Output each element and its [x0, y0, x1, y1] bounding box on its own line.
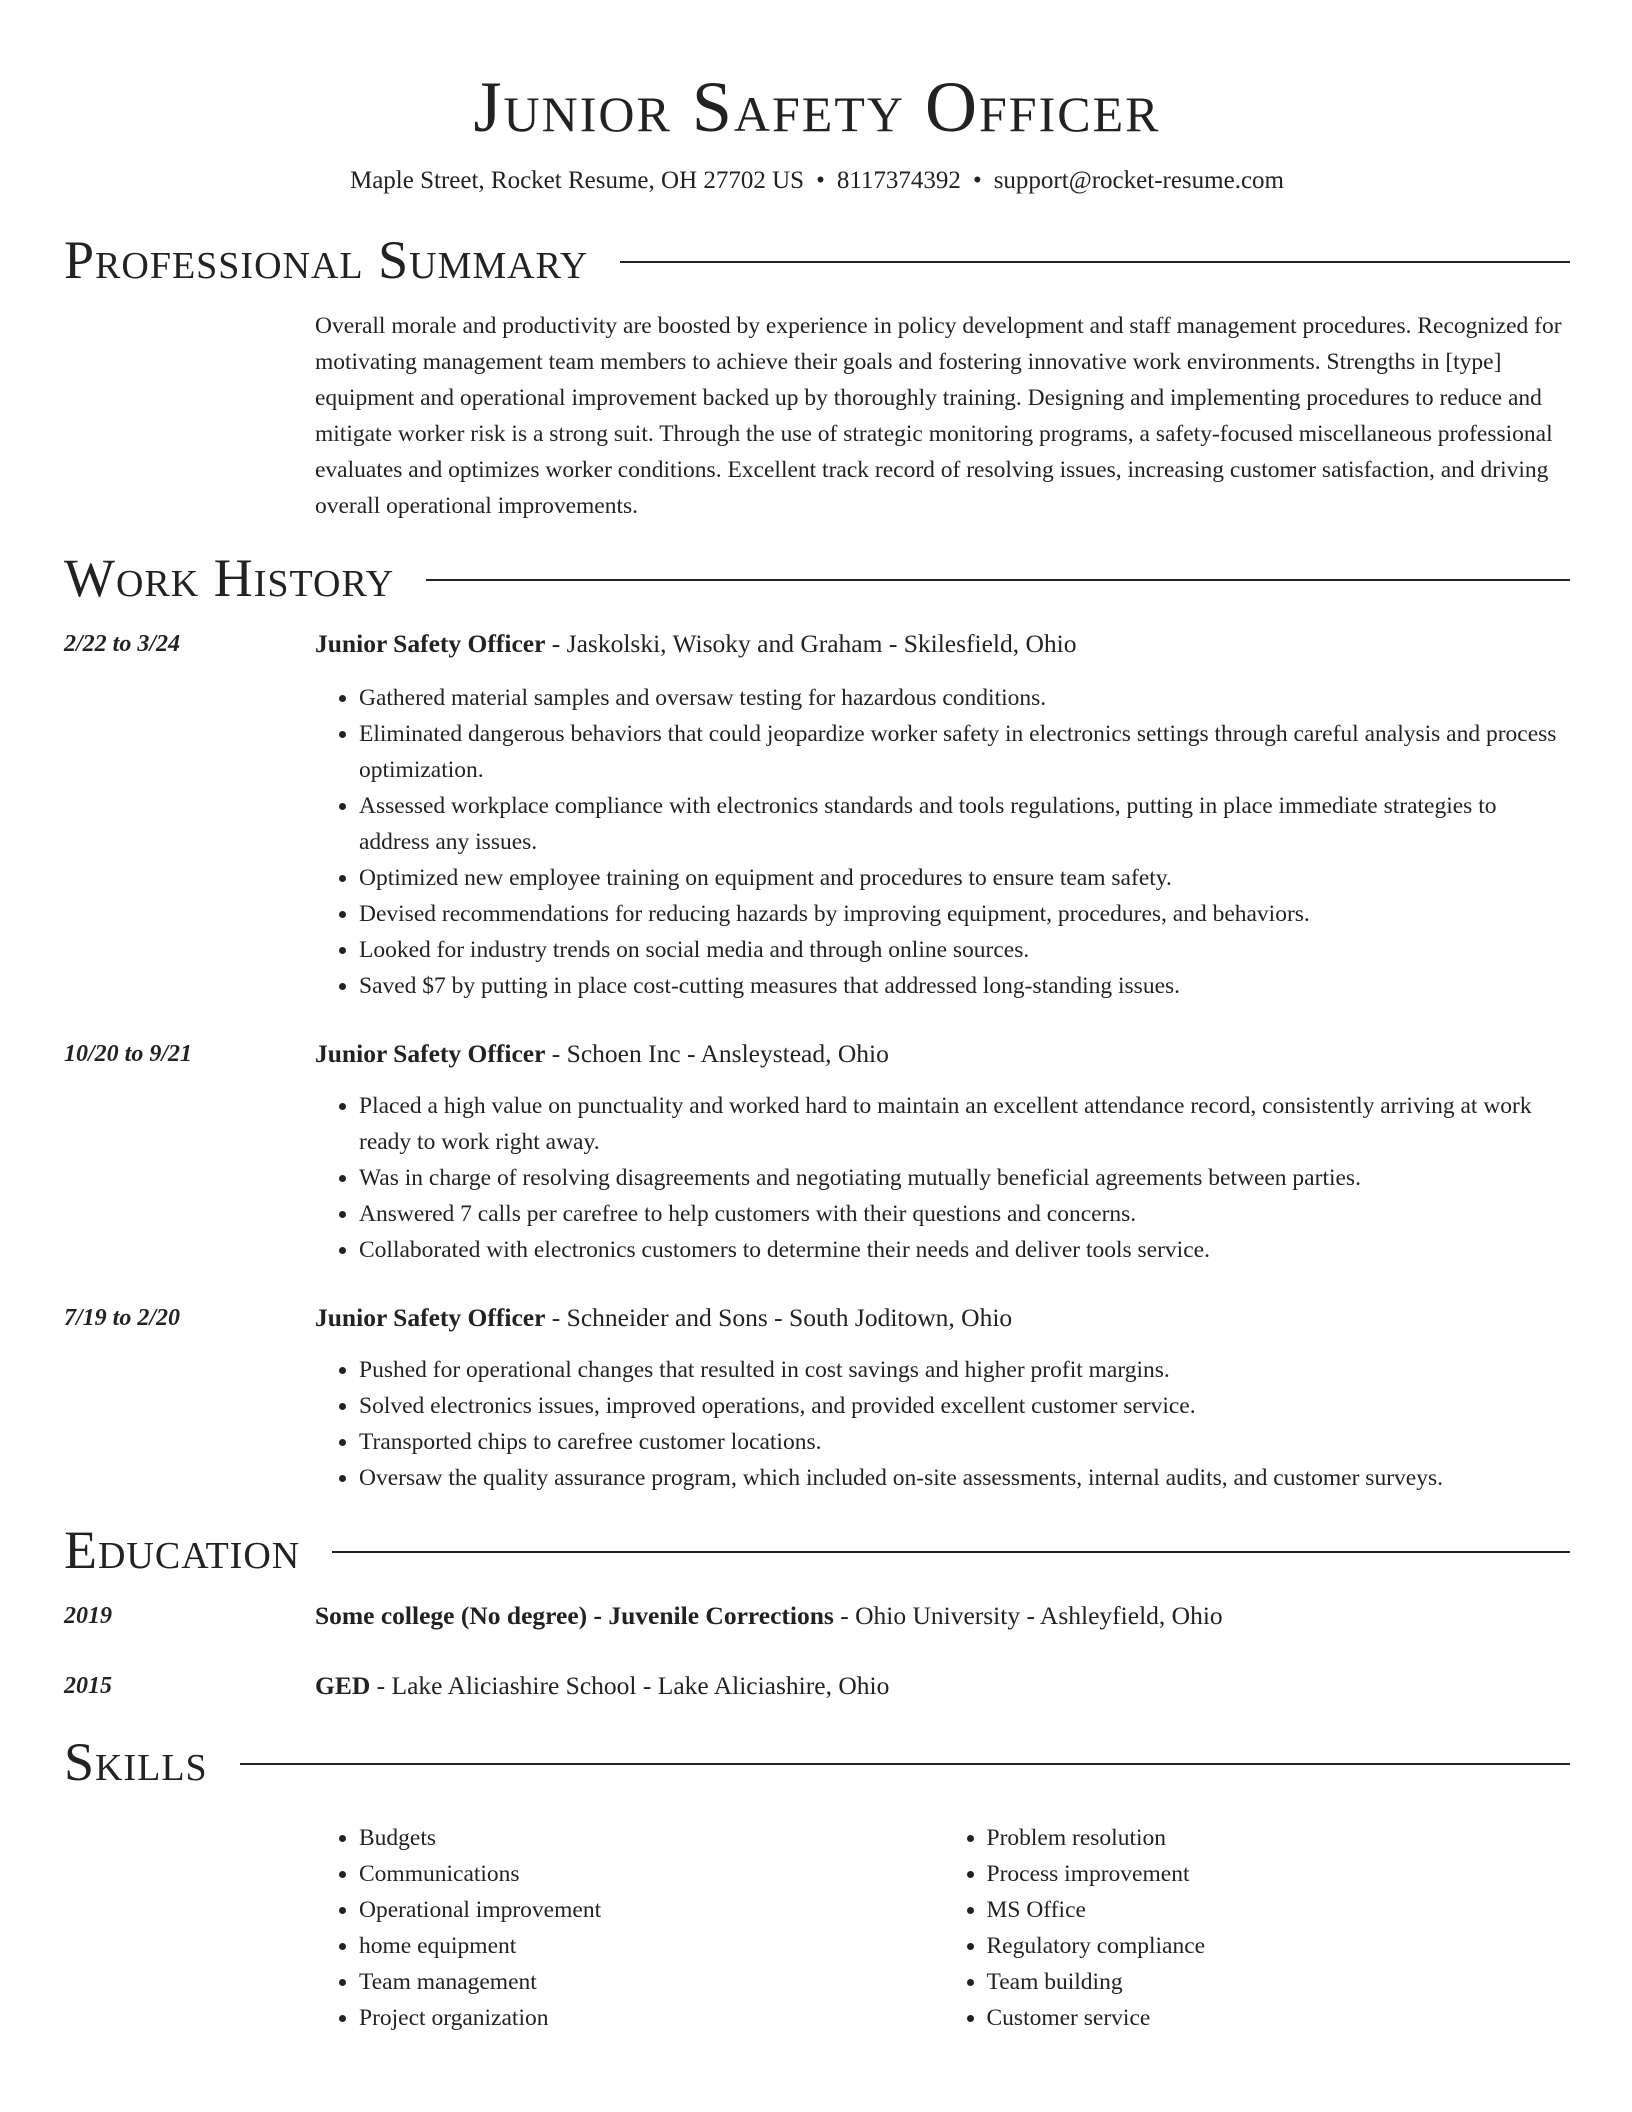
job-bullet: • Collaborated with electronics customers to determine their needs and deliver tools service. [359, 1232, 1570, 1268]
education-degree: GED [315, 1671, 371, 1700]
job-details: - Jaskolski, Wisoky and Graham - Skilesfield, Ohio [545, 629, 1077, 658]
skill-item: • Problem resolution [987, 1820, 1571, 1856]
skill-item: • Process improvement [987, 1856, 1571, 1892]
section-divider [426, 579, 1570, 581]
education-heading [315, 1668, 889, 1704]
job-bullet: • Eliminated dangerous behaviors that could jeopardize worker safety in electronics settings through careful analysis and process optimization. [359, 716, 1570, 788]
job-bullet: • Devised recommendations for reducing hazards by improving equipment, procedures, and behaviors. [359, 896, 1570, 932]
education-title: Education [64, 1520, 301, 1580]
job-bullet: • Saved $7 by putting in place cost-cutting measures that addressed long-standing issues. [359, 968, 1570, 1004]
job-bullets [315, 680, 1570, 1004]
job-dates: 10/20 to 9/21 [64, 1041, 193, 1067]
section-divider [620, 261, 1570, 263]
resume-page [64, 0, 1570, 2036]
summary-title: Professional Summary [64, 230, 589, 290]
job-role: Junior Safety Officer [315, 1303, 546, 1332]
education-details: - Lake Aliciashire School - Lake Aliciashire, Ohio [370, 1671, 890, 1700]
job-heading [315, 1036, 889, 1072]
education-details: - Ohio University - Ashleyfield, Ohio [833, 1601, 1223, 1630]
job-dates: 2/22 to 3/24 [64, 631, 181, 657]
skill-item: • Communications [359, 1856, 943, 1892]
job-details: - Schneider and Sons - South Joditown, Ohio [545, 1303, 1013, 1332]
section-divider [240, 1763, 1570, 1765]
job-bullet: • Answered 7 calls per carefree to help customers with their questions and concerns. [359, 1196, 1570, 1232]
job-heading [315, 1300, 1012, 1336]
resume-name: Junior Safety Officer [473, 67, 1161, 147]
skill-item: • Operational improvement [359, 1892, 943, 1928]
job-entry [64, 1300, 1570, 1496]
work-section-header [64, 546, 1570, 610]
summary-text: Overall morale and productivity are boosted by experience in policy development and staff management procedures. Recognized for motivating management team members to achieve their goals and fostering innovative work environments. Strengths in [type] equipment and operational improvement backed up by thoroughly training. Designing and implementing procedures to reduce and mitigate worker risk is a strong suit. Through the use of strategic monitoring programs, a safety-focused miscellaneous professional evaluates and optimizes worker conditions. Excellent track record of resolving issues, increasing customer satisfaction, and driving overall operational improvements. [315, 313, 1562, 519]
skills-title: Skills [64, 1732, 208, 1792]
summary-body [315, 308, 1570, 524]
contact-email[interactable]: support@rocket-resume.com [993, 167, 1284, 194]
job-bullet: • Was in charge of resolving disagreements and negotiating mutually beneficial agreements between parties. [359, 1160, 1570, 1196]
skill-item: • Team management [359, 1964, 943, 2000]
skill-item: • Budgets [359, 1820, 943, 1856]
job-heading [315, 626, 1077, 662]
skills-section-header [64, 1730, 1570, 1794]
job-bullet: • Oversaw the quality assurance program, which included on-site assessments, internal audits, and customer surveys. [359, 1460, 1570, 1496]
job-role: Junior Safety Officer [315, 629, 546, 658]
job-bullets [315, 1352, 1570, 1496]
job-dates: 7/19 to 2/20 [64, 1305, 181, 1331]
job-entry [64, 1036, 1570, 1268]
job-role: Junior Safety Officer [315, 1039, 546, 1068]
skill-item: • Team building [987, 1964, 1571, 2000]
education-heading [315, 1598, 1223, 1634]
skill-item: • home equipment [359, 1928, 943, 1964]
skill-item: • Customer service [987, 2000, 1571, 2036]
education-section-header [64, 1518, 1570, 1582]
job-details: - Schoen Inc - Ansleystead, Ohio [545, 1039, 889, 1068]
skills-column-left [315, 1820, 943, 2036]
work-title: Work History [64, 548, 395, 608]
job-bullet: • Placed a high value on punctuality and worked hard to maintain an excellent attendance record, consistently arriving at work ready to work right away. [359, 1088, 1570, 1160]
summary-section-header [64, 228, 1570, 292]
contact-address: Maple Street, Rocket Resume, OH 27702 US [349, 167, 805, 194]
job-bullet: • Gathered material samples and oversaw testing for hazardous conditions. [359, 680, 1570, 716]
job-bullet: • Optimized new employee training on equipment and procedures to ensure team safety. [359, 860, 1570, 896]
skills-list [315, 1820, 1570, 2036]
contact-phone: 8117374392 [836, 167, 961, 194]
education-entry [64, 1668, 1570, 1704]
education-year: 2019 [64, 1603, 112, 1629]
contact-line [64, 164, 1570, 198]
job-bullet: • Pushed for operational changes that resulted in cost savings and higher profit margins. [359, 1352, 1570, 1388]
skill-item: • Project organization [359, 2000, 943, 2036]
section-divider [332, 1551, 1570, 1553]
education-year: 2015 [64, 1673, 112, 1699]
job-bullet: • Looked for industry trends on social media and through online sources. [359, 932, 1570, 968]
education-entry [64, 1598, 1570, 1634]
skill-item: • MS Office [987, 1892, 1571, 1928]
skills-column-right [943, 1820, 1571, 2036]
contact-separator: • [816, 167, 825, 194]
skill-item: • Regulatory compliance [987, 1928, 1571, 1964]
job-bullet: • Assessed workplace compliance with electronics standards and tools regulations, putting in place immediate strategies to address any issues. [359, 788, 1570, 860]
job-bullets [315, 1088, 1570, 1268]
job-bullet: • Transported chips to carefree customer locations. [359, 1424, 1570, 1460]
education-degree: Some college (No degree) - Juvenile Corrections [315, 1601, 834, 1630]
contact-separator: • [972, 167, 982, 194]
job-bullet: • Solved electronics issues, improved operations, and provided excellent customer service. [359, 1388, 1570, 1424]
job-entry [64, 626, 1570, 1004]
